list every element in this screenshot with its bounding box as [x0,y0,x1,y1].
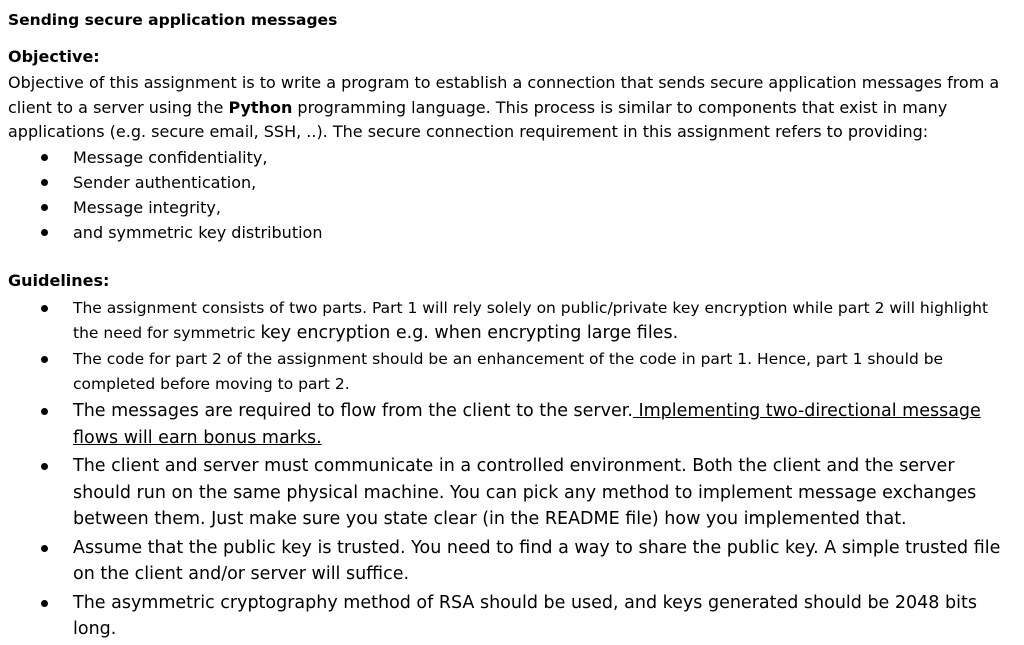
objective-text-end: programming language. This process is similar to components that exist in many applications (e.g. secure email, SSH, ..). The secure connection requirement in this assignment refers to providing: [8,97,948,141]
objective-item-text: Message confidentiality, [73,148,268,167]
objective-paragraph [8,71,1008,145]
objective-item-text: Message integrity, [73,198,221,217]
list-item [8,398,1018,451]
guidelines-heading: Guidelines: [8,271,110,290]
document-title: Sending secure application messages [8,11,338,29]
bullet-icon [41,179,48,186]
objective-item-text: and symmetric key distribution [73,223,323,242]
guidelines-bullet-list [8,296,1018,645]
guideline-3-text: The messages are required to flow from the client to the server. [73,401,633,421]
guideline-4-text: The client and server must communicate in a controlled environment. Both the client and the server should run on the same physical machine. You can pick any method to implement message exchanges between them. Just make sure you state clear (in the README file) how you implemented that. [73,456,977,529]
list-item [8,347,1018,397]
list-item [8,170,1018,195]
objective-heading: Objective: [8,47,100,66]
objective-bullet-list [8,145,1018,245]
guideline-5-text: Assume that the public key is trusted. You need to find a way to share the public key. A simple trusted file on the client and/or server will suffice. [73,537,1001,584]
bonus-marks-underlined-text: Implementing two-directional message flows will earn bonus marks. [73,401,981,448]
guideline-1-text-continued: key encryption e.g. when encrypting large files. [260,323,679,343]
python-bold-text: Python [228,97,293,117]
bullet-icon [41,154,48,161]
guideline-1-text: The assignment consists of two parts. Part 1 will rely solely on public/private key encryption while part 2 will highlight the need for symmetric [73,299,989,342]
objective-text-start: Objective of this assignment is to write a program to establish a connection that sends secure application messages from a client to a server using the [8,73,1000,117]
bullet-icon [41,305,48,312]
list-item [8,535,1018,588]
list-item [8,195,1018,220]
objective-item-text: Sender authentication, [73,173,257,192]
bullet-icon [41,356,48,363]
guideline-6-text: The asymmetric cryptography method of RSA should be used, and keys generated should be 2048 bits long. [73,592,977,639]
bullet-icon [41,408,48,415]
bullet-icon [41,463,48,470]
list-item [8,220,1018,245]
bullet-icon [41,229,48,236]
guideline-2-text: The code for part 2 of the assignment should be an enhancement of the code in part 1. Hence, part 1 should be completed before moving to part 2. [73,350,944,393]
list-item [8,453,1018,533]
bullet-icon [41,600,48,607]
list-item [8,590,1018,643]
bullet-icon [41,545,48,552]
list-item [8,296,1018,346]
bullet-icon [41,204,48,211]
list-item [8,145,1018,170]
